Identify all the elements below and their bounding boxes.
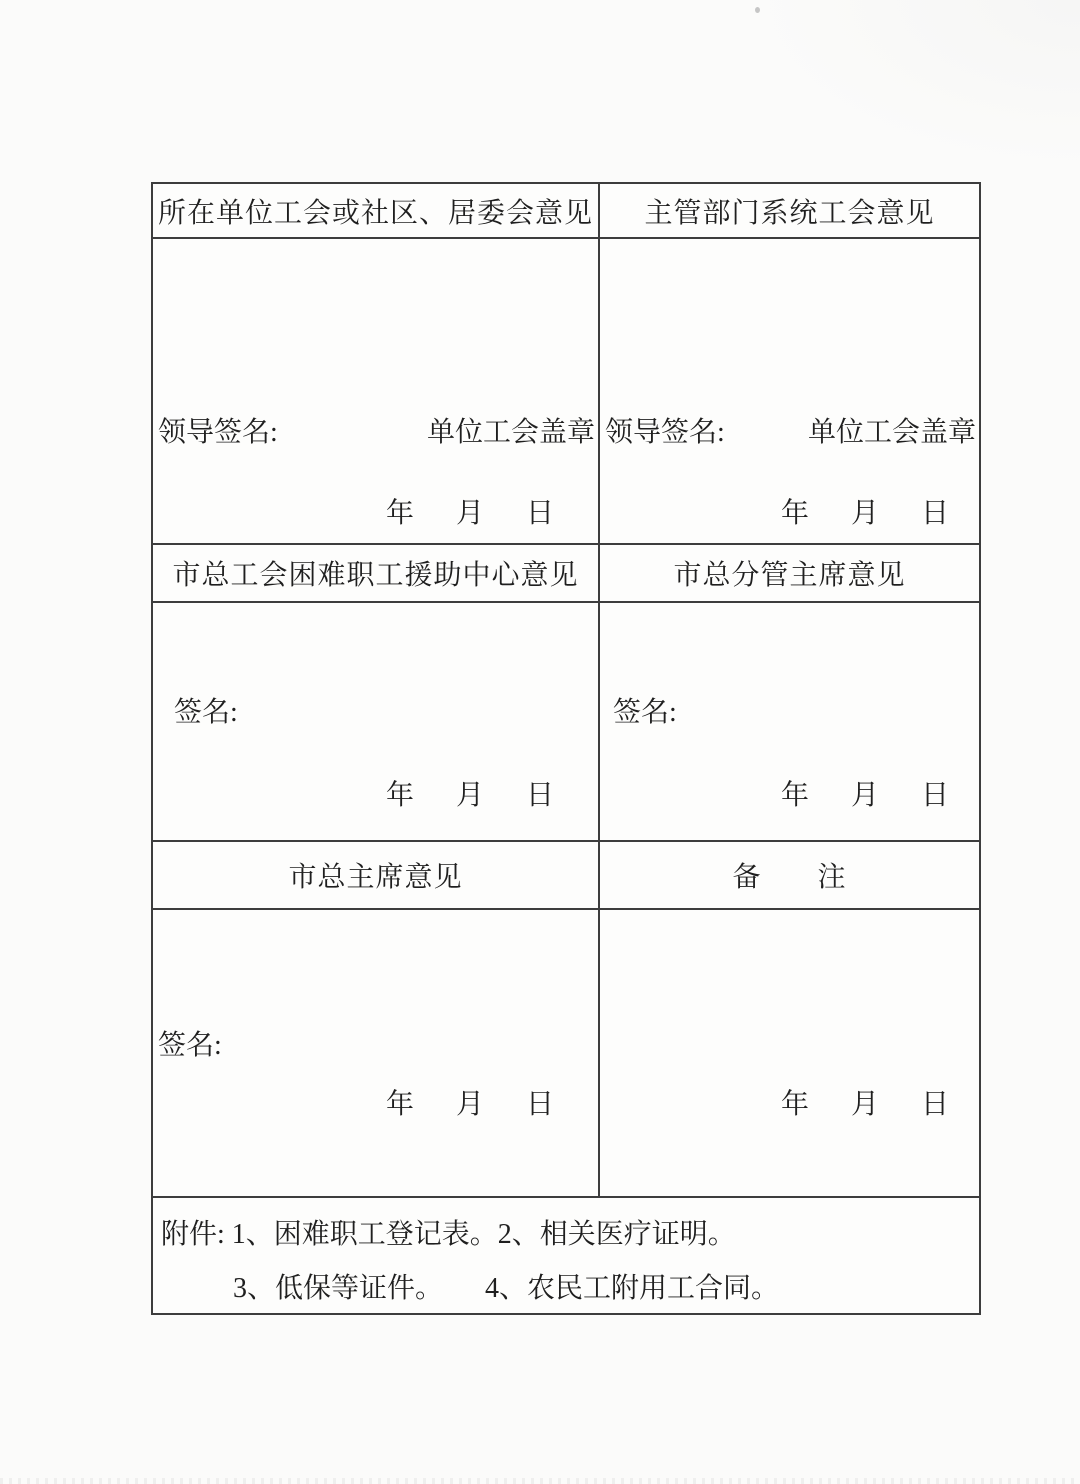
date-line: 年 月 日 — [385, 1089, 554, 1120]
signature-label: 签名: — [158, 1030, 222, 1061]
date-line: 年 月 日 — [385, 780, 554, 811]
opinion-approval-form-table — [151, 182, 981, 1315]
aid-center-opinion-header-label: 市总工会困难职工援助中心意见 — [172, 560, 579, 591]
scanner-edge-noise — [0, 1478, 1080, 1484]
date-line: 年 月 日 — [385, 498, 554, 529]
leader-signature-label: 领导签名: — [605, 417, 725, 448]
chairman-opinion-header-cell — [153, 842, 600, 910]
remarks-header-cell — [600, 842, 979, 910]
remarks-body-cell — [600, 910, 979, 1198]
date-line: 年 月 日 — [780, 498, 949, 529]
leader-signature-line — [605, 418, 976, 449]
attachments-note-line1: 附件: 1、困难职工登记表。2、相关医疗证明。 — [161, 1219, 736, 1250]
date-line: 年 月 日 — [780, 780, 949, 811]
attachments-note-cell — [153, 1198, 979, 1313]
aid-center-opinion-body-cell — [153, 603, 600, 842]
attachments-note-line2: 3、低保等证件。 4、农民工附用工合同。 — [233, 1273, 780, 1304]
remarks-header-label: 备 注 — [732, 862, 847, 893]
leader-signature-line — [158, 418, 595, 449]
chairman-opinion-header-label: 市总主席意见 — [288, 862, 463, 893]
unit-union-opinion-header-label: 所在单位工会或社区、居委会意见 — [157, 197, 593, 229]
dept-union-opinion-body-cell — [600, 239, 979, 545]
chairman-opinion-body-cell — [153, 910, 600, 1198]
unit-union-stamp-label: 单位工会盖章 — [426, 417, 595, 448]
signature-label: 签名: — [174, 697, 238, 728]
aid-center-opinion-header-cell — [153, 545, 600, 603]
unit-union-opinion-body-cell — [153, 239, 600, 545]
vice-chairman-opinion-header-label: 市总分管主席意见 — [673, 560, 906, 591]
unit-union-opinion-header-cell — [153, 184, 600, 239]
vice-chairman-opinion-body-cell — [600, 603, 979, 842]
leader-signature-label: 领导签名: — [158, 417, 278, 448]
unit-union-stamp-label: 单位工会盖章 — [807, 417, 976, 448]
date-line: 年 月 日 — [780, 1089, 949, 1120]
dept-union-opinion-header-cell — [600, 184, 979, 239]
vice-chairman-opinion-header-cell — [600, 545, 979, 603]
signature-label: 签名: — [613, 697, 677, 728]
scan-shading — [750, 0, 1080, 170]
dept-union-opinion-header-label: 主管部门系统工会意见 — [644, 197, 935, 229]
